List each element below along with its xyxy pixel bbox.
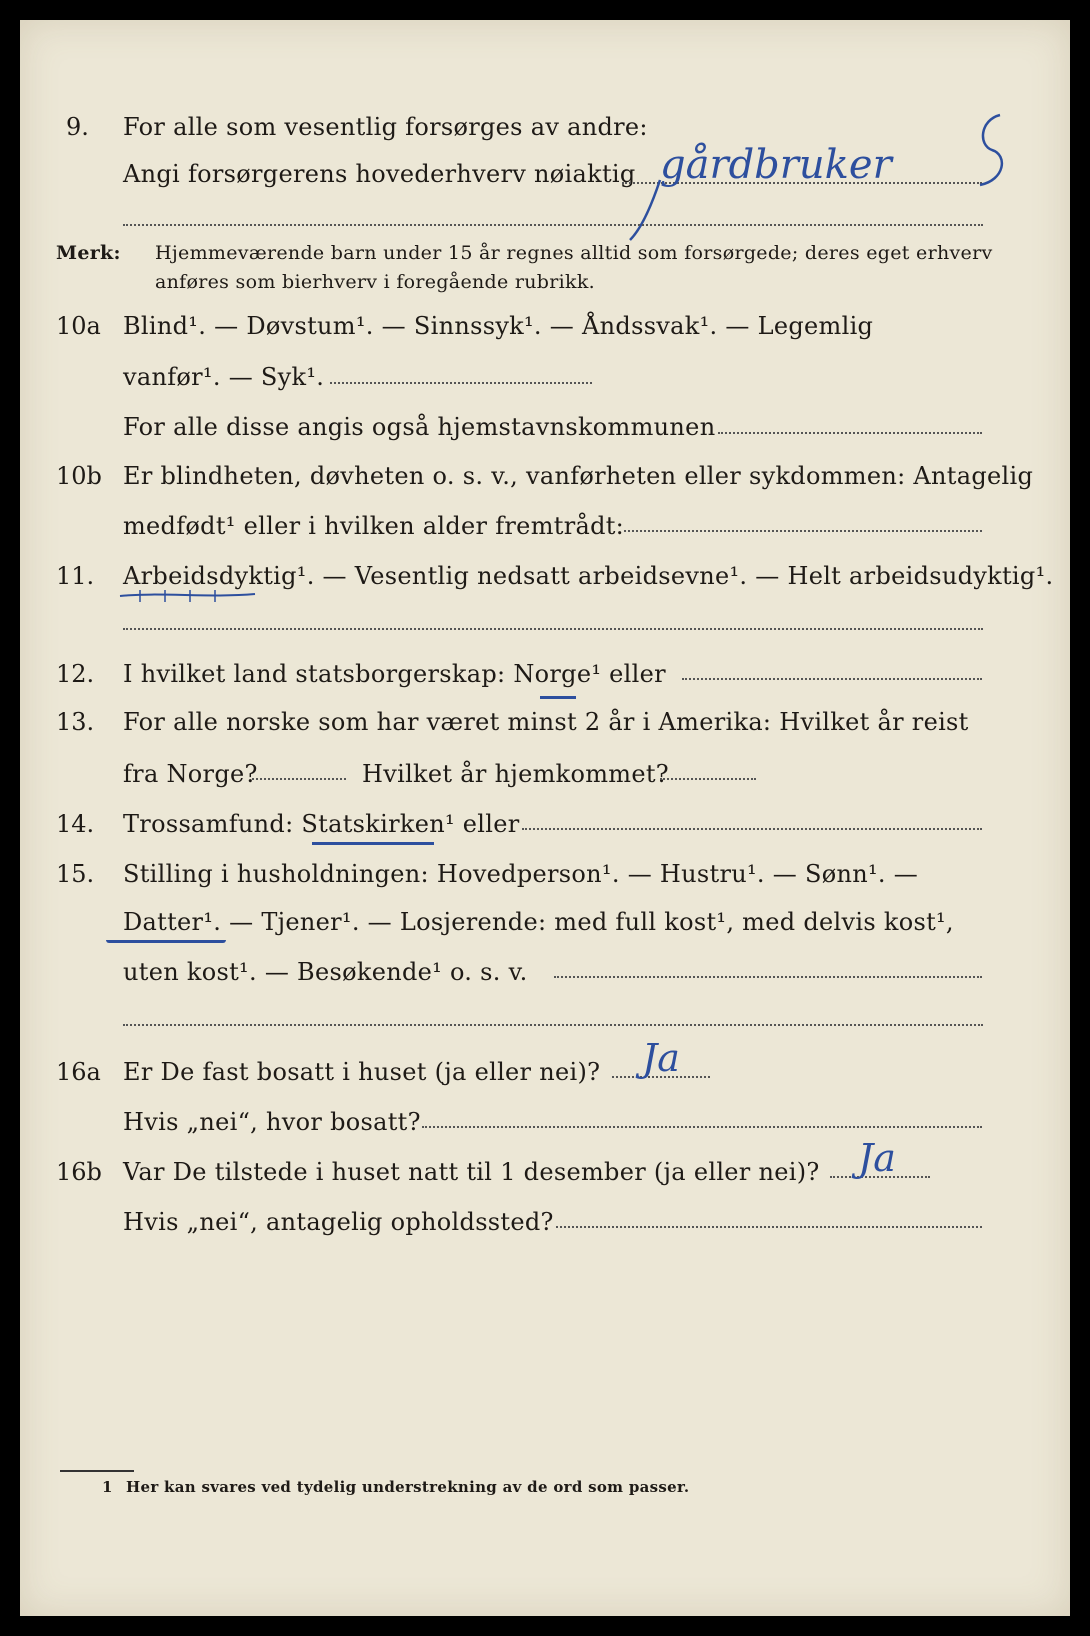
q9-number: 9.: [66, 113, 89, 141]
q13-return-year-line: [660, 778, 756, 780]
handwriting-strokes: [620, 150, 1020, 250]
q16a-number: 16a: [56, 1058, 101, 1086]
q10a-answer-line: [330, 382, 592, 384]
q13-line1: For alle norske som har været minst 2 år i Amerika: Hvilket år reist: [123, 708, 969, 736]
q14-number: 14.: [56, 810, 95, 838]
q16a-handwritten-answer: Ja: [642, 1036, 680, 1080]
q11-underline-mark: [120, 588, 270, 608]
footnote-text: Her kan svares ved tydelig understrekning av de ord som passer.: [126, 1478, 690, 1496]
q10b-line1: Er blindheten, døvheten o. s. v., vanførheten eller sykdommen: Antagelig: [123, 462, 1034, 490]
q14-answer-line: [522, 828, 982, 830]
merk-label: Merk:: [56, 242, 121, 264]
footnote-rule: [60, 1470, 134, 1472]
q15-line3: uten kost¹. — Besøkende¹ o. s. v.: [123, 958, 528, 986]
q9-handwritten-answer: gårdbruker: [660, 142, 892, 188]
q10b-answer-line: [624, 530, 982, 532]
q15-continuation-line: [123, 1024, 983, 1026]
q15-number: 15.: [56, 860, 95, 888]
q14-statskirken-underline: [312, 842, 434, 845]
q16a-line1: Er De fast bosatt i huset (ja eller nei)?: [123, 1058, 601, 1086]
q14-line1: Trossamfund: Statskirken¹ eller: [123, 810, 520, 838]
q15-line2: Datter¹. — Tjener¹. — Losjerende: med full kost¹, med delvis kost¹,: [123, 908, 954, 936]
q9-continuation-line: [123, 224, 983, 226]
census-form-page: [20, 20, 1070, 1616]
q9-line1: For alle som vesentlig forsørges av andre:: [123, 113, 648, 141]
q16b-line1: Var De tilstede i huset natt til 1 desember (ja eller nei)?: [123, 1158, 820, 1186]
q13-number: 13.: [56, 708, 95, 736]
q13-line2a: fra Norge?: [123, 760, 258, 788]
footnote-mark: 1: [102, 1478, 113, 1496]
q10a-line3: For alle disse angis også hjemstavnskommunen: [123, 413, 716, 441]
q11-answer-line: [123, 628, 983, 630]
q16b-handwritten-answer: Ja: [858, 1136, 896, 1180]
q10a-municipality-line: [718, 432, 982, 434]
q16a-residence-line: [422, 1126, 982, 1128]
q16b-line2: Hvis „nei“, antagelig opholdssted?: [123, 1208, 554, 1236]
q11-line1: Arbeidsdyktig¹. — Vesentlig nedsatt arbeidsevne¹. — Helt arbeidsudyktig¹.: [123, 562, 1054, 590]
q15-answer-line: [554, 976, 982, 978]
q12-norge-underline: [540, 696, 576, 699]
q12-answer-line: [682, 678, 982, 680]
q10b-line2: medfødt¹ eller i hvilken alder fremtrådt:: [123, 512, 625, 540]
q10a-line1: Blind¹. — Døvstum¹. — Sinnssyk¹. — Åndssvak¹. — Legemlig: [123, 312, 874, 340]
q12-number: 12.: [56, 660, 95, 688]
q10b-number: 10b: [56, 462, 102, 490]
q15-datter-underline: [106, 940, 226, 943]
q11-number: 11.: [56, 562, 95, 590]
q16a-line2: Hvis „nei“, hvor bosatt?: [123, 1108, 421, 1136]
q13-line2b: Hvilket år hjemkommet?: [362, 760, 669, 788]
q12-line1: I hvilket land statsborgerskap: Norge¹ eller: [123, 660, 666, 688]
merk-line1: Hjemmeværende barn under 15 år regnes alltid som forsørgede; deres eget erhverv: [155, 242, 993, 264]
q10a-number: 10a: [56, 312, 101, 340]
q16b-location-line: [556, 1226, 982, 1228]
q13-left-year-line: [252, 778, 346, 780]
q15-line1: Stilling i husholdningen: Hovedperson¹. — Hustru¹. — Sønn¹. —: [123, 860, 919, 888]
q9-line2: Angi forsørgerens hovederhverv nøiaktig: [123, 160, 636, 188]
q10a-line2: vanfør¹. — Syk¹.: [123, 363, 325, 391]
merk-line2: anføres som bierhverv i foregående rubrikk.: [155, 271, 595, 293]
q16b-number: 16b: [56, 1158, 102, 1186]
